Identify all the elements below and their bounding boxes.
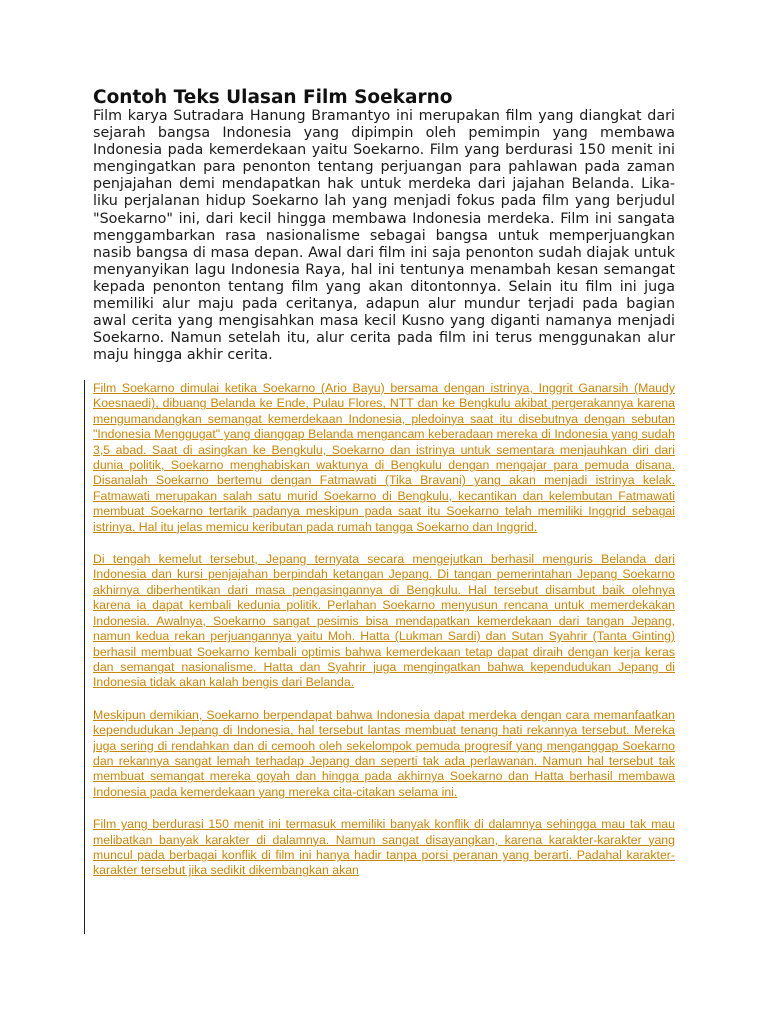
tracked-paragraph: Film Soekarno dimulai ketika Soekarno (Ario Bayu) bersama dengan istrinya, Inggrit Ganarsih (Maudy Koesnaedi), dibuang Belanda ke Ende, Pulau Flores, NTT dan ke Bengkulu akibat pergerakannya karena mengumandangkan semangat kemerdekaan Indonesia, pledoinya saat itu disebutnya dengan sebutan "Indonesia Menggugat" yang dianggap Belanda mengancam keberadaan mereka di Indonesia yang sudah 3,5 abad. Saat di asingkan ke Bengkulu, Soekarno dan istrinya untuk sementara menjauhkan diri dari dunia politik, Soekarno menghabiskan waktunya di Bengkulu dengan mengajar para pemuda disana. Disanalah Soekarno bertemu dengan Fatmawati (Tika Bravani) yang akan menjadi istrinya kelak. Fatmawati merupakan salah satu murid Soekarno di Bengkulu, kecantikan dan kelembutan Fatmawati membuat Soekarno tertarik padanya meskipun pada saat itu Soekarno telah memiliki Inggrid sebagai istrinya. Hal itu jelas memicu keributan pada rumah tangga Soekarno dan Inggrid. [93, 381, 675, 534]
tracked-paragraph: Film yang berdurasi 150 menit ini termasuk memiliki banyak konflik di dalamnya sehingga mau tak mau melibatkan banyak karakter di dalamnya. Namun sangat disayangkan, karena karakter-karakter yang muncul pada berbagai konflik di film ini hanya hadir tanpa porsi peranan yang berarti. Padahal karakter-karakter tersebut jika sedikit dikembangkan akan [93, 817, 675, 878]
tracked-changes-section [93, 381, 675, 934]
tracked-paragraph: Meskipun demikian, Soekarno berpendapat bahwa Indonesia dapat merdeka dengan cara memanfaatkan kependudukan Jepang di Indonesia, hal tersebut lantas membuat tenang hati rekannya tersebut. Mereka juga sering di rendahkan dan di cemooh oleh sekelompok pemuda progresif yang menganggap Soekarno dan rekannya sangat lemah terhadap Jepang dan seperti tak ada perlawanan. Namun hal tersebut tak membuat semangat mereka goyah dan hingga pada akhirnya Soekarno dan Hatta berhasil membawa Indonesia pada kemerdekaan yang mereka cita-citakan selama ini. [93, 707, 675, 799]
change-bar [84, 380, 85, 934]
document-title: Contoh Teks Ulasan Film Soekarno [93, 87, 453, 108]
tracked-paragraph: Di tengah kemelut tersebut, Jepang ternyata secara mengejutkan berhasil menguris Belanda dari Indonesia dan kursi penjajahan berpindah ketangan Jepang. Di tangan pemerintahan Jepang Soekarno akhirnya diberhentikan dari masa pengasingannya di Bengkulu. Hal tersebut disambut baik olehnya karena ia dapat kembali kedunia politik. Perlahan Soekarno menyusun rencana untuk memerdekakan Indonesia. Awalnya, Soekarno sangat pesimis bisa mendapatkan kemerdekaan dari tangan Jepang, namun kedua rekan perjuangannya yaitu Moh. Hatta (Lukman Sardi) dan Sutan Syahrir (Tanta Ginting) berhasil membuat Soekarno kembali optimis bahwa kemerdekaan tetap dapat diraih dengan kerja keras dan semangat nasionalisme. Hatta dan Syahrir juga mengingatkan bahwa kependudukan Jepang di Indonesia tidak akan kalah bengis dari Belanda. [93, 552, 675, 690]
intro-paragraph: Film karya Sutradara Hanung Bramantyo ini merupakan film yang diangkat dari sejarah bangsa Indonesia yang dipimpin oleh pemimpin yang membawa Indonesia pada kemerdekaan yaitu Soekarno. Film yang berdurasi 150 menit ini mengingatkan para penonton tentang perjuangan para pahlawan pada zaman penjajahan demi mendapatkan hak untuk merdeka dari jajahan Belanda. Lika-liku perjalanan hidup Soekarno lah yang menjadi fokus pada film yang berjudul "Soekarno" ini, dari kecil hingga membawa Indonesia merdeka. Film ini sangata menggambarkan rasa nasionalisme sebagai bangsa untuk memperjuangkan nasib bangsa di masa depan. Awal dari film ini saja penonton sudah diajak untuk menyanyikan lagu Indonesia Raya, hal ini tentunya menambah kesan semangat kepada penonton tentang film yang akan ditontonnya. Selain itu film ini juga memiliki alur maju pada ceritanya, adapun alur mundur terjadi pada bagian awal cerita yang mengisahkan masa kecil Kusno yang diganti namanya menjadi Soekarno. Namun setelah itu, alur cerita pada film ini terus menggunakan alur maju hingga akhir cerita. [93, 108, 675, 364]
